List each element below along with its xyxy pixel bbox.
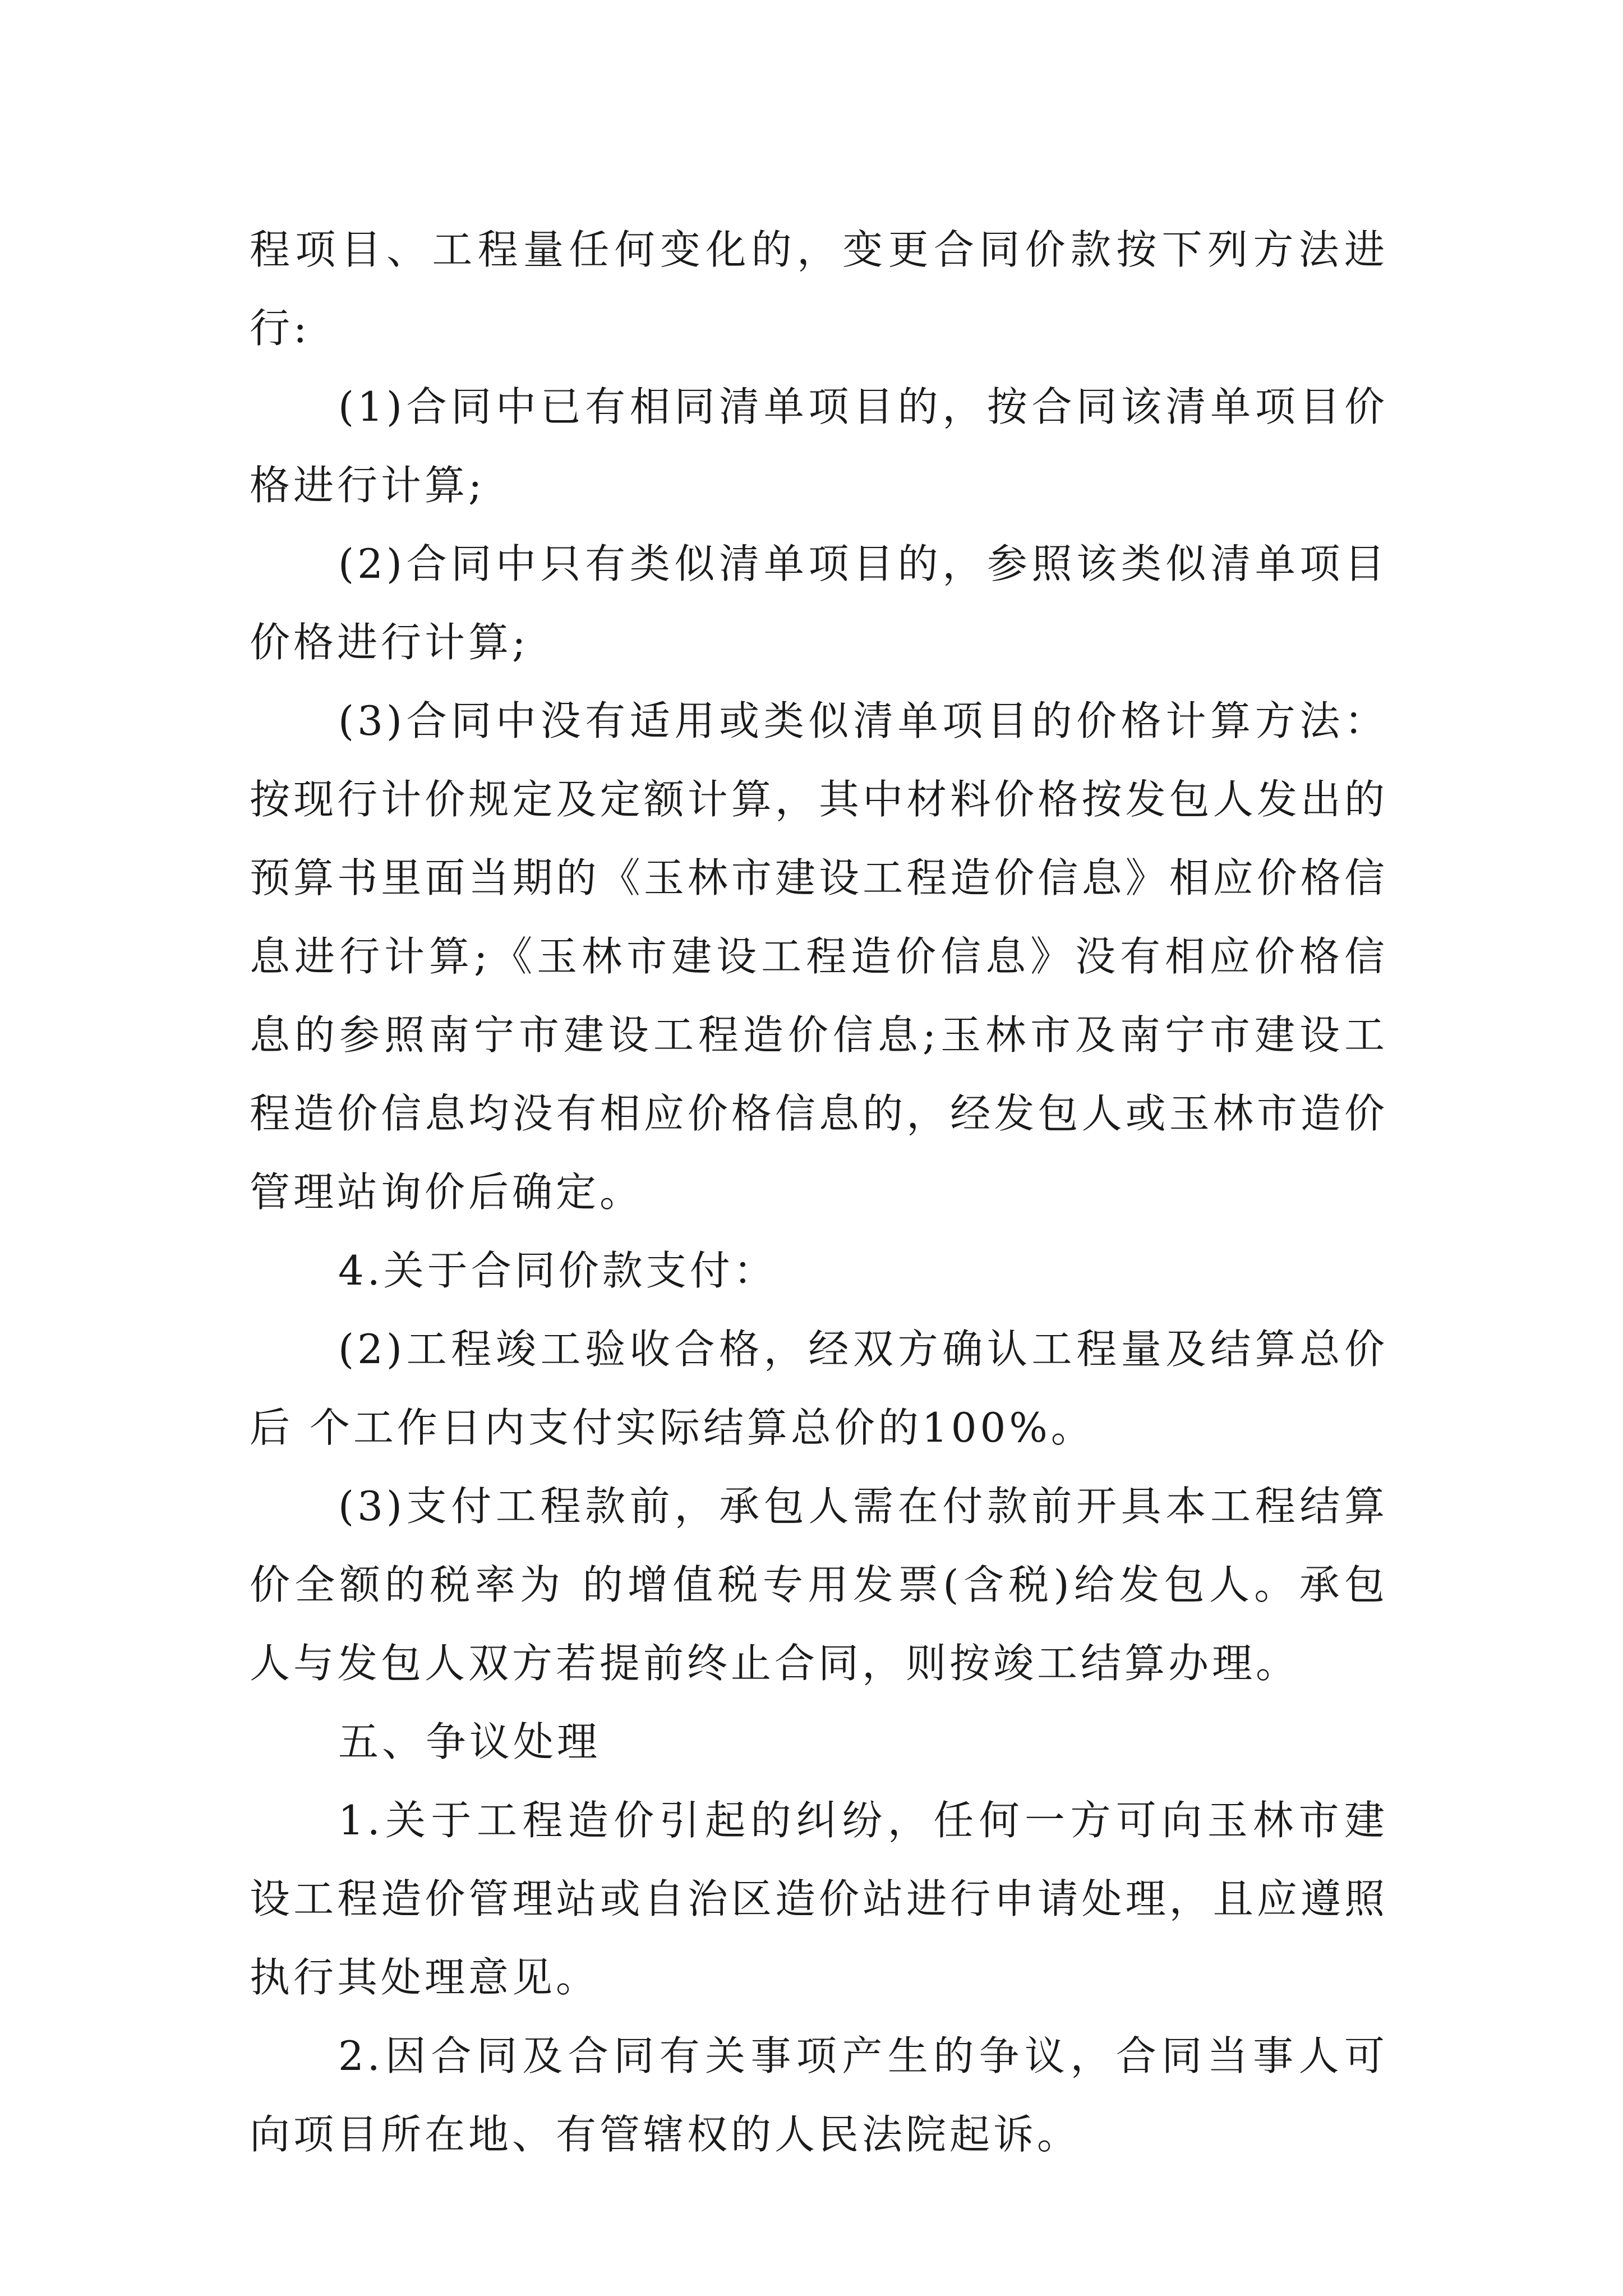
paragraph-dispute-item-1: 1.关于工程造价引起的纠纷，任何一方可向玉林市建设工程造价管理站或自治区造价站进行申请处理，且应遵照执行其处理意见。 [250, 1797, 1388, 2001]
paragraph-item-3: (3)合同中没有适用或类似清单项目的价格计算方法：按现行计价规定及定额计算，其中材料价格按发包人发出的预算书里面当期的《玉林市建设工程造价信息》相应价格信息进行计算;《玉林市建设工程造价信息》没有相应价格信息的参照南宁市建设工程造价信息;玉林市及南宁市建设工程造价信息均没有相应价格信息的，经发包人或玉林市造价管理站询价后确定。 [250, 697, 1388, 1216]
section-heading-dispute: 五、争议处理 [338, 1718, 601, 1765]
document-body [250, 210, 1388, 2174]
paragraph-item-1: (1)合同中已有相同清单项目的，按合同该清单项目价格进行计算; [250, 383, 1388, 509]
paragraph-payment-item-3: (3)支付工程款前，承包人需在付款前开具本工程结算价全额的税率为 的增值税专用发票(含税)给发包人。承包人与发包人双方若提前终止合同，则按竣工结算办理。 [250, 1483, 1388, 1687]
paragraph-payment-item-2: (2)工程竣工验收合格，经双方确认工程量及结算总价后 个工作日内支付实际结算总价的100%。 [250, 1326, 1388, 1451]
paragraph-payment-heading: 4.关于合同价款支付： [338, 1247, 777, 1294]
paragraph-dispute-item-2: 2.因合同及合同有关事项产生的争议，合同当事人可向项目所在地、有管辖权的人民法院起诉。 [250, 2032, 1388, 2158]
paragraph-continuation: 程项目、工程量任何变化的，变更合同价款按下列方法进行: [250, 226, 1388, 352]
paragraph-item-2: (2)合同中只有类似清单项目的，参照该类似清单项目价格进行计算; [250, 540, 1388, 666]
